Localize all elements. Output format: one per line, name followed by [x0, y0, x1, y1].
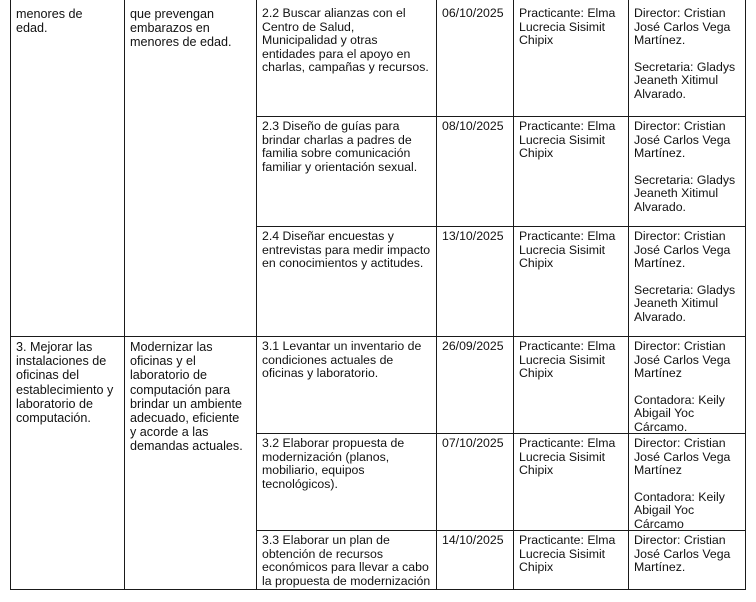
- supervisor-director: Director: Cristian José Carlos Vega Martínez.: [634, 119, 731, 161]
- objective-cell: 3. Mejorar las instalaciones de oficinas del establecimiento y laboratorio de computación.: [16, 340, 114, 426]
- supervisor-secretary: Secretaria: Gladys Jeaneth Xitimul Alvarado.: [634, 282, 736, 324]
- supervisor-director: Director: Cristian José Carlos Vega Martínez: [634, 339, 731, 381]
- supervisor-cell: [629, 227, 745, 336]
- supervisor-cell: [629, 531, 745, 589]
- responsible-cell: Practicante: Elma Lucrecia Sisimit Chipix: [519, 6, 616, 48]
- activity-cell: 2.3 Diseño de guías para brindar charlas a padres de familia sobre comunicación familiar y orientación sexual.: [262, 119, 418, 174]
- responsible-cell: Practicante: Elma Lucrecia Sisimit Chipix: [519, 533, 616, 575]
- activity-cell: 3.1 Levantar un inventario de condiciones actuales de oficinas y laboratorio.: [262, 339, 422, 381]
- activity-cell: 3.2 Elaborar propuesta de modernización (planos, mobiliario, equipos tecnológicos).: [262, 436, 405, 491]
- activity-cell: 2.2 Buscar alianzas con el Centro de Salud, Municipalidad y otras entidades para el apoyo en charlas, campañas y recursos.: [262, 6, 429, 75]
- objective-cell: menores de edad.: [16, 7, 83, 36]
- date-cell: 14/10/2025: [442, 533, 504, 547]
- supervisor-cell: [629, 117, 745, 226]
- supervisor-accountant: Contadora: Keily Abigail Yoc Cárcamo.: [634, 392, 725, 433]
- supervisor-director: Director: Cristian José Carlos Vega Martínez.: [634, 533, 731, 575]
- date-cell: 06/10/2025: [442, 6, 504, 20]
- activity-cell: 2.4 Diseñar encuestas y entrevistas para medir impacto en conocimientos y actitudes.: [262, 229, 431, 271]
- supervisor-director: Director: Cristian José Carlos Vega Martínez: [634, 436, 731, 478]
- col-divider-4: [513, 0, 514, 590]
- supervisor-cell: [629, 337, 745, 433]
- supervisor-cell: [629, 434, 745, 530]
- responsible-cell: Practicante: Elma Lucrecia Sisimit Chipix: [519, 119, 616, 161]
- supervisor-director: Director: Cristian José Carlos Vega Martínez.: [634, 229, 731, 271]
- supervisor-accountant: Contadora: Keily Abigail Yoc Cárcamo: [634, 489, 725, 530]
- supervisor-secretary: Secretaria: Gladys Jeaneth Xitimul Alvarado.: [634, 172, 736, 214]
- responsible-cell: Practicante: Elma Lucrecia Sisimit Chipix: [519, 229, 616, 271]
- col-divider-3: [436, 0, 437, 590]
- table-border-right: [745, 0, 746, 590]
- supervisor-secretary: Secretaria: Gladys Jeaneth Xitimul Alvarado.: [634, 59, 736, 101]
- responsible-cell: Practicante: Elma Lucrecia Sisimit Chipix: [519, 436, 616, 478]
- table-border-bottom: [10, 589, 746, 590]
- activity-cell: 3.3 Elaborar un plan de obtención de recursos económicos para llevar a cabo la propuesta de modernización: [262, 533, 431, 588]
- supervisor-director: Director: Cristian José Carlos Vega Martínez.: [634, 6, 731, 48]
- date-cell: 26/09/2025: [442, 339, 504, 353]
- goal-cell: Modernizar las oficinas y el laboratorio de computación para brindar un ambiente adecuado, eficiente y acorde a las demandas actuales.: [130, 340, 243, 454]
- supervisor-cell: [629, 4, 745, 116]
- responsible-cell: Practicante: Elma Lucrecia Sisimit Chipix: [519, 339, 616, 381]
- goal-cell: que prevengan embarazos en menores de edad.: [130, 7, 232, 50]
- date-cell: 13/10/2025: [442, 229, 504, 243]
- date-cell: 07/10/2025: [442, 436, 504, 450]
- date-cell: 08/10/2025: [442, 119, 504, 133]
